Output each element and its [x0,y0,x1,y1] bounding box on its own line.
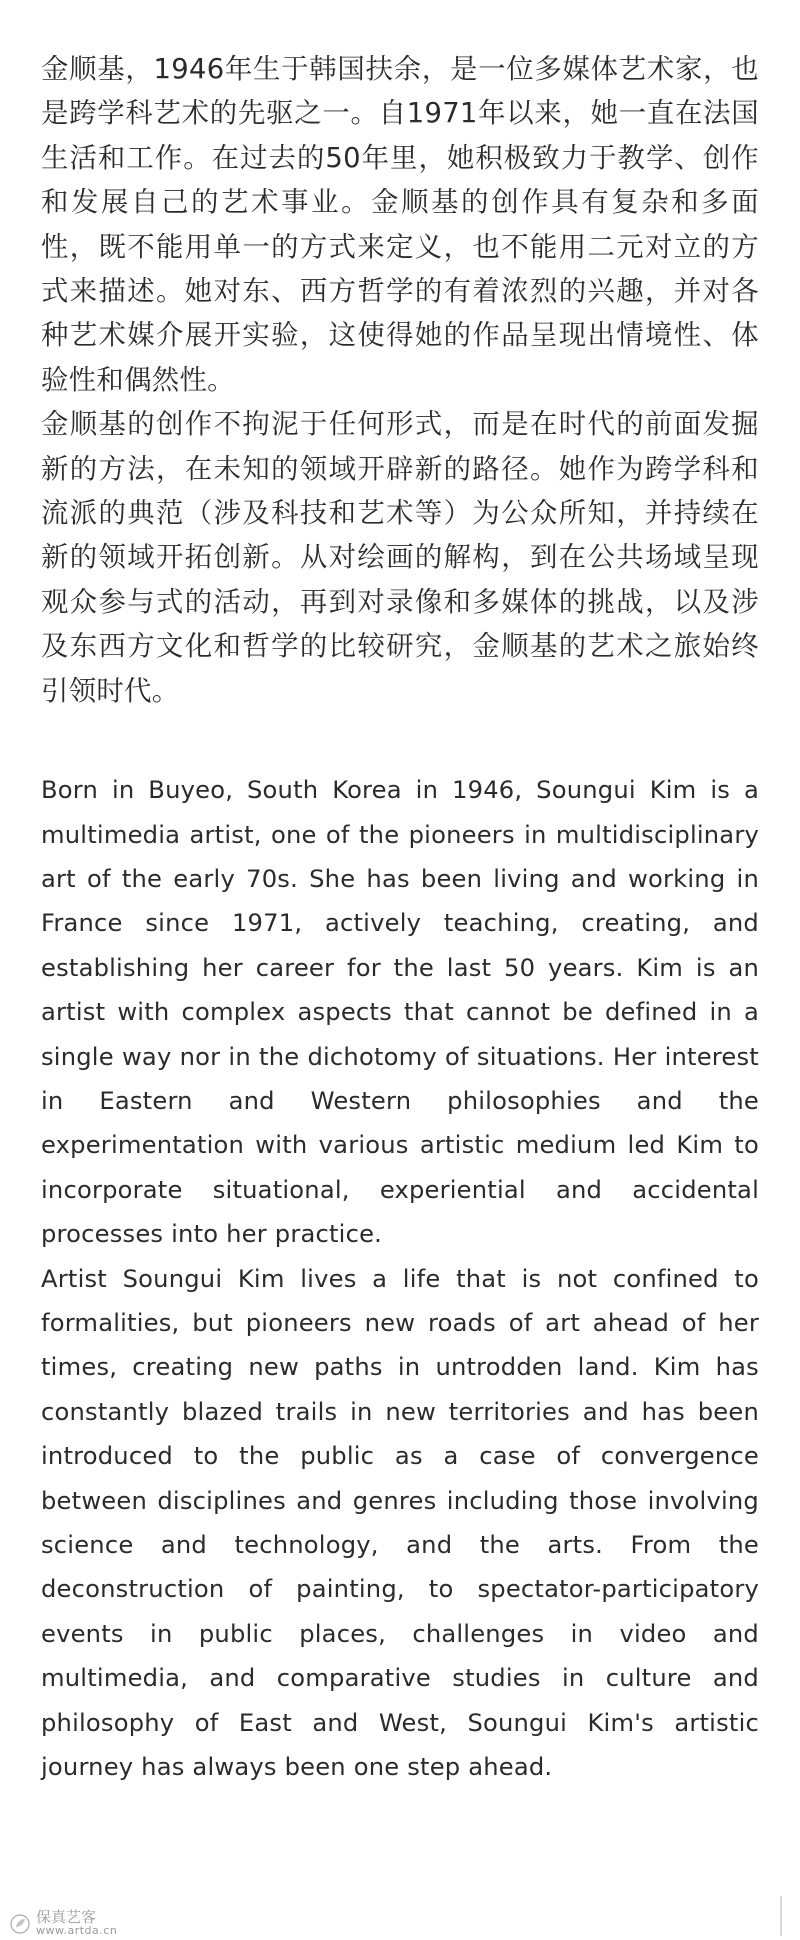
leaf-logo-icon [10,1914,30,1934]
section-spacer [41,714,759,768]
chinese-paragraph-2: 金顺基的创作不拘泥于任何形式，而是在时代的前面发掘新的方法，在未知的领域开辟新的路径。她作为跨学科和流派的典范（涉及科技和艺术等）为公众所知，并持续在新的领域开拓创新。从对绘画的解构，到在公共场域呈现观众参与式的活动，再到对录像和多媒体的挑战，以及涉及东西方文化和哲学的比较研究，金顺基的艺术之旅始终引领时代。 [41,409,759,707]
watermark [10,1910,117,1938]
watermark-name: 保真艺客 [36,1908,97,1926]
scroll-edge-divider [780,1896,782,1936]
watermark-text [36,1910,117,1938]
english-paragraph-1: Born in Buyeo, South Korea in 1946, Soungui Kim is a multimedia artist, one of the pioneers in multidisciplinary art of the early 70s. She has been living and working in France since 1971, actively teaching, creating, and establishing her career for the last 50 years. Kim is an artist with complex aspects that cannot be defined in a single way nor in the dichotomy of situations. Her interest in Eastern and Western philosophies and the experimentation with various artistic medium led Kim to incorporate situational, experiential and accidental processes into her practice. [41,776,759,1249]
watermark-sub: www.artda.cn [36,1924,118,1937]
article-body [41,48,759,1789]
english-paragraph-2: Artist Soungui Kim lives a life that is not confined to formalities, but pioneers new roads of art ahead of her times, creating new paths in untrodden land. Kim has constantly blazed trails in new territories and has been introduced to the public as a case of convergence between disciplines and genres including those involving science and technology, and the arts. From the deconstruction of painting, to spectator-participatory events in public places, challenges in video and multimedia, and comparative studies in culture and philosophy of East and West, Soungui Kim's artistic journey has always been one step ahead. [41,1264,759,1782]
chinese-paragraph-1: 金顺基，1946年生于韩国扶余，是一位多媒体艺术家，也是跨学科艺术的先驱之一。自1971年以来，她一直在法国生活和工作。在过去的50年里，她积极致力于教学、创作和发展自己的艺术事业。金顺基的创作具有复杂和多面性，既不能用单一的方式来定义，也不能用二元对立的方式来描述。她对东、西方哲学的有着浓烈的兴趣，并对各种艺术媒介展开实验，这使得她的作品呈现出情境性、体验性和偶然性。 [41,54,759,396]
english-text-block [41,768,759,1789]
chinese-text-block [41,48,759,714]
